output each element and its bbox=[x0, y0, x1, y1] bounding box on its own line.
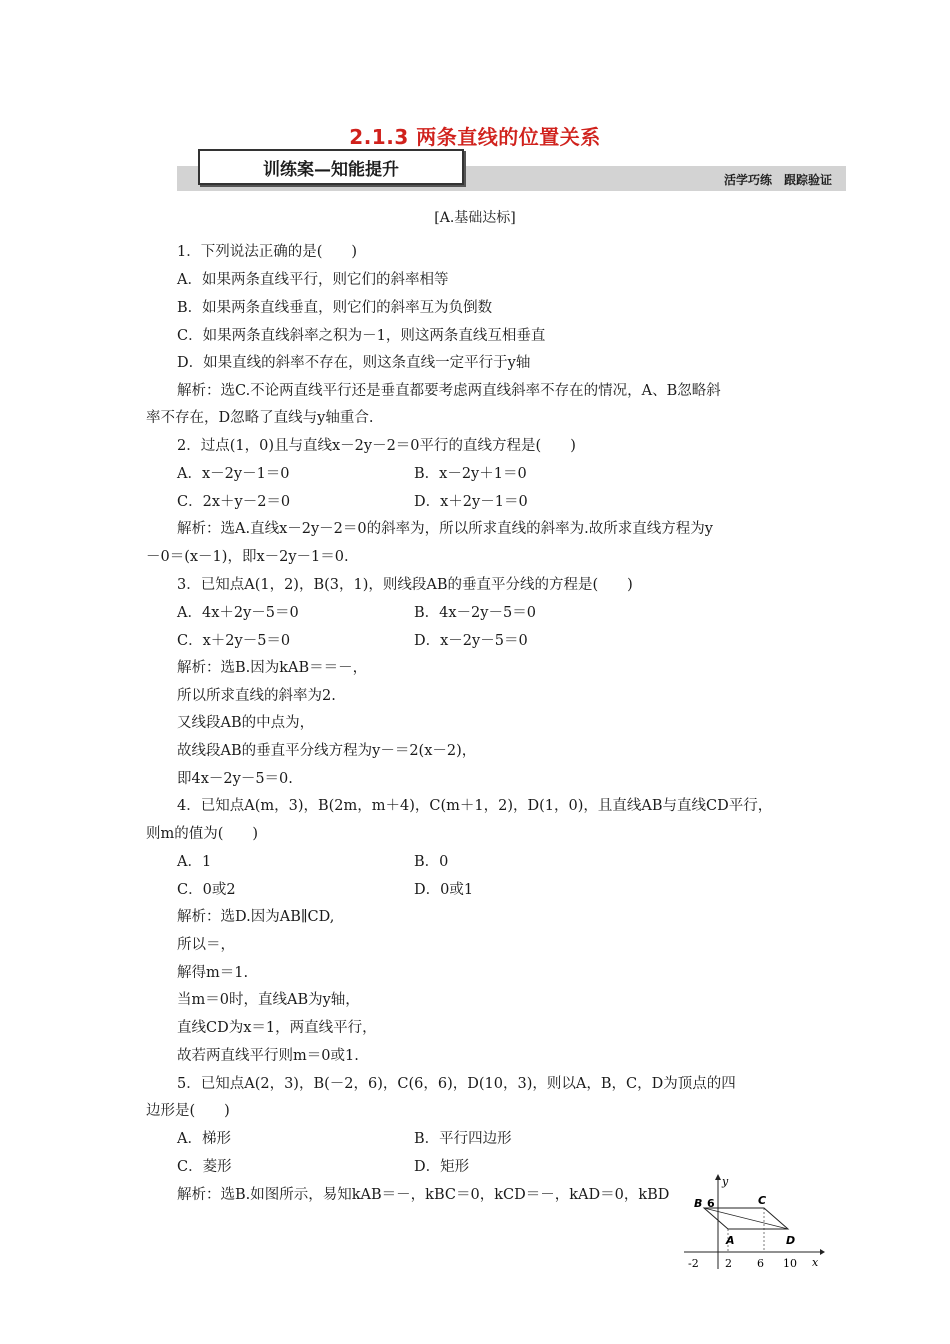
text-line: 直线CD为x＝1，两直线平行， bbox=[177, 1020, 377, 1036]
text-line: B．如果两条直线垂直，则它们的斜率互为负倒数 bbox=[177, 300, 493, 316]
text-line: C．如果两条直线斜率之积为－1，则这两条直线互相垂直 bbox=[177, 328, 546, 344]
text-line: D．矩形 bbox=[414, 1159, 470, 1175]
x-tick-label: 6 bbox=[757, 1257, 764, 1270]
text-line: 5．已知点A(2，3)，B(－2，6)，C(6，6)，D(10，3)，则以A，B，C，D为顶点的四 bbox=[177, 1076, 736, 1092]
section-heading: [A.基础达标] bbox=[434, 210, 516, 226]
text-line: D．0或1 bbox=[414, 882, 474, 898]
text-line: D．x－2y－5＝0 bbox=[414, 633, 528, 649]
x-tick-label: 2 bbox=[725, 1257, 732, 1270]
text-line: C．0或2 bbox=[177, 882, 236, 898]
text-line: 边形是( ) bbox=[146, 1103, 230, 1119]
text-line: A．4x＋2y－5＝0 bbox=[177, 605, 299, 621]
text-line: 所以所求直线的斜率为2. bbox=[177, 688, 336, 704]
text-line: 解析：选B.如图所示，易知kAB＝－，kBC＝0，kCD＝－，kAD＝0，kBD bbox=[177, 1187, 670, 1203]
banner-left-label: 训练案—知能提升 bbox=[198, 149, 464, 185]
x-axis-arrow bbox=[820, 1249, 825, 1255]
page-title: 2.1.3 两条直线的位置关系 bbox=[349, 125, 601, 149]
text-line: 所以＝， bbox=[177, 937, 235, 953]
text-line: 解得m＝1. bbox=[177, 965, 249, 981]
point-label-a: A bbox=[726, 1234, 735, 1247]
text-line: 又线段AB的中点为， bbox=[177, 715, 315, 731]
point-label-d: D bbox=[786, 1234, 796, 1247]
text-line: D．如果直线的斜率不存在，则这条直线一定平行于y轴 bbox=[177, 355, 531, 371]
point-label-c: C bbox=[758, 1194, 767, 1207]
text-line: B．平行四边形 bbox=[414, 1131, 512, 1147]
y-axis-arrow bbox=[715, 1174, 721, 1180]
x-axis-label: x bbox=[812, 1256, 819, 1269]
text-line: B．0 bbox=[414, 854, 449, 870]
text-line: C．菱形 bbox=[177, 1159, 232, 1175]
text-line: 解析：选A.直线x－2y－2＝0的斜率为，所以所求直线的斜率为.故所求直线方程为y bbox=[177, 521, 713, 537]
text-line: 1．下列说法正确的是( ) bbox=[177, 244, 358, 260]
text-line: 则m的值为( ) bbox=[146, 826, 259, 842]
text-line: 2．过点(1，0)且与直线x－2y－2＝0平行的直线方程是( ) bbox=[177, 438, 576, 454]
text-line: A．x－2y－1＝0 bbox=[177, 466, 290, 482]
point-label-b: B bbox=[694, 1197, 703, 1210]
text-line: C．2x＋y－2＝0 bbox=[177, 494, 291, 510]
y-tick-label: 6 bbox=[707, 1197, 715, 1210]
text-line: 解析：选D.因为AB∥CD, bbox=[177, 909, 335, 925]
text-line: B．4x－2y－5＝0 bbox=[414, 605, 536, 621]
x-tick-label: -2 bbox=[688, 1257, 699, 1270]
x-tick-label: 10 bbox=[783, 1257, 797, 1270]
text-line: C．x＋2y－5＝0 bbox=[177, 633, 291, 649]
text-line: －0＝(x－1)，即x－2y－1＝0. bbox=[146, 549, 349, 565]
y-axis-label: y bbox=[722, 1175, 729, 1188]
text-line: 故线段AB的垂直平分线方程为y－＝2(x－2)， bbox=[177, 743, 477, 759]
text-line: 解析：选C.不论两直线平行还是垂直都要考虑两直线斜率不存在的情况，A、B忽略斜 bbox=[177, 383, 721, 399]
text-line: B．x－2y＋1＝0 bbox=[414, 466, 527, 482]
text-line: A．梯形 bbox=[177, 1131, 231, 1147]
banner-right-label: 活学巧练 跟踪验证 bbox=[723, 173, 832, 187]
text-line: 3．已知点A(1，2)，B(3，1)，则线段AB的垂直平分线的方程是( ) bbox=[177, 577, 633, 593]
text-line: 当m＝0时，直线AB为y轴， bbox=[177, 992, 360, 1008]
text-line: 故若两直线平行则m＝0或1. bbox=[177, 1048, 359, 1064]
text-line: 4．已知点A(m，3)，B(2m，m＋4)，C(m＋1，2)，D(1，0)，且直线AB与直线CD平行， bbox=[177, 798, 773, 814]
coordinate-figure bbox=[680, 1174, 825, 1274]
text-line: 即4x－2y－5＝0. bbox=[177, 771, 293, 787]
text-line: A．如果两条直线平行，则它们的斜率相等 bbox=[177, 272, 449, 288]
text-line: A．1 bbox=[177, 854, 212, 870]
text-line: 率不存在，D忽略了直线与y轴重合. bbox=[146, 410, 374, 426]
text-line: D．x＋2y－1＝0 bbox=[414, 494, 528, 510]
text-line: 解析：选B.因为kAB＝＝－， bbox=[177, 660, 368, 676]
